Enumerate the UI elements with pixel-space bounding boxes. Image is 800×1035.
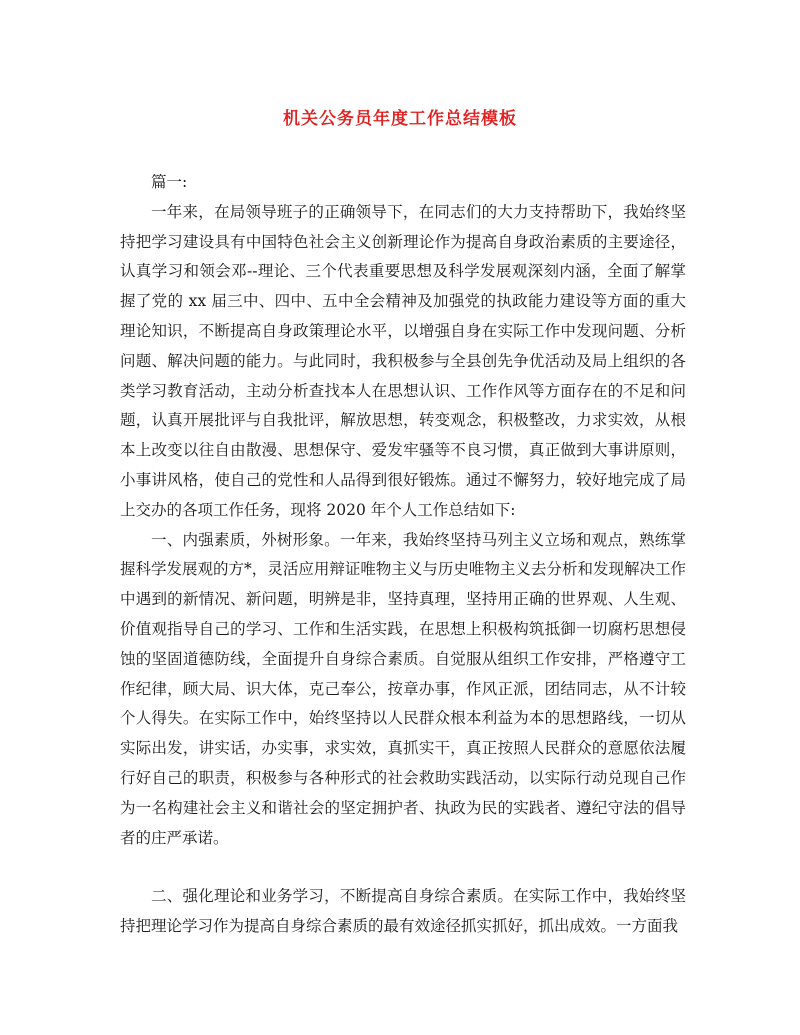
document-body (120, 168, 686, 942)
document-title: 机关公务员年度工作总结模板 (283, 109, 517, 129)
paragraph-section-one: 一、内强素质，外树形象。一年来，我始终坚持马列主义立场和观点，熟练掌握科学发展观的方*，灵活应用辩证唯物主义与历史唯物主义去分析和发现解决工作中遇到的新情况、新问题，明辨是非，坚持真理，坚持用正确的世界观、人生观、价值观指导自己的学习、工作和生活实践，在思想上积极构筑抵御一切腐朽思想侵蚀的坚固道德防线，全面提升自身综合素质。自觉服从组织工作安排，严格遵守工作纪律，顾大局、识大体，克己奉公，按章办事，作风正派，团结同志，从不计较个人得失。在实际工作中，始终坚持以人民群众根本利益为本的思想路线，一切从实际出发，讲实话，办实事，求实效，真抓实干，真正按照人民群众的意愿依法履行好自己的职责，积极参与各种形式的社会救助实践活动，以实际行动兑现自己作为一名构建社会主义和谐社会的坚定拥护者、执政为民的实践者、遵纪守法的倡导者的庄严承诺。 (120, 530, 686, 847)
section-label: 篇一: (151, 173, 188, 191)
paragraph-intro: 一年来，在局领导班子的正确领导下，在同志们的大力支持帮助下，我始终坚持把学习建设具有中国特色社会主义创新理论作为提高自身政治素质的主要途径，认真学习和领会邓--理论、三个代表重要思想及科学发展观深刻内涵，全面了解掌握了党的 xx 届三中、四中、五中全会精神及加强党的执政能力建设等方面的重大理论知识，不断提高自身政策理论水平，以增强自身在实际工作中发现问题、分析问题、解决问题的能力。与此同时，我积极参与全县创先争优活动及局上组织的各类学习教育活动，主动分析查找本人在思想认识、工作作风等方面存在的不足和问题，认真开展批评与自我批评，解放思想，转变观念，积极整改，力求实效，从根本上改变以往自由散漫、思想保守、爱发牢骚等不良习惯，真正做到大事讲原则，小事讲风格，使自己的党性和人品得到很好锻炼。通过不懈努力，较好地完成了局上交办的各项工作任务，现将 2020 年个人工作总结如下: (120, 202, 686, 519)
paragraph-section-two: 二、强化理论和业务学习，不断提高自身综合素质。在实际工作中，我始终坚持把理论学习作为提高自身综合素质的最有效途径抓实抓好，抓出成效。一方面我 (120, 887, 686, 936)
